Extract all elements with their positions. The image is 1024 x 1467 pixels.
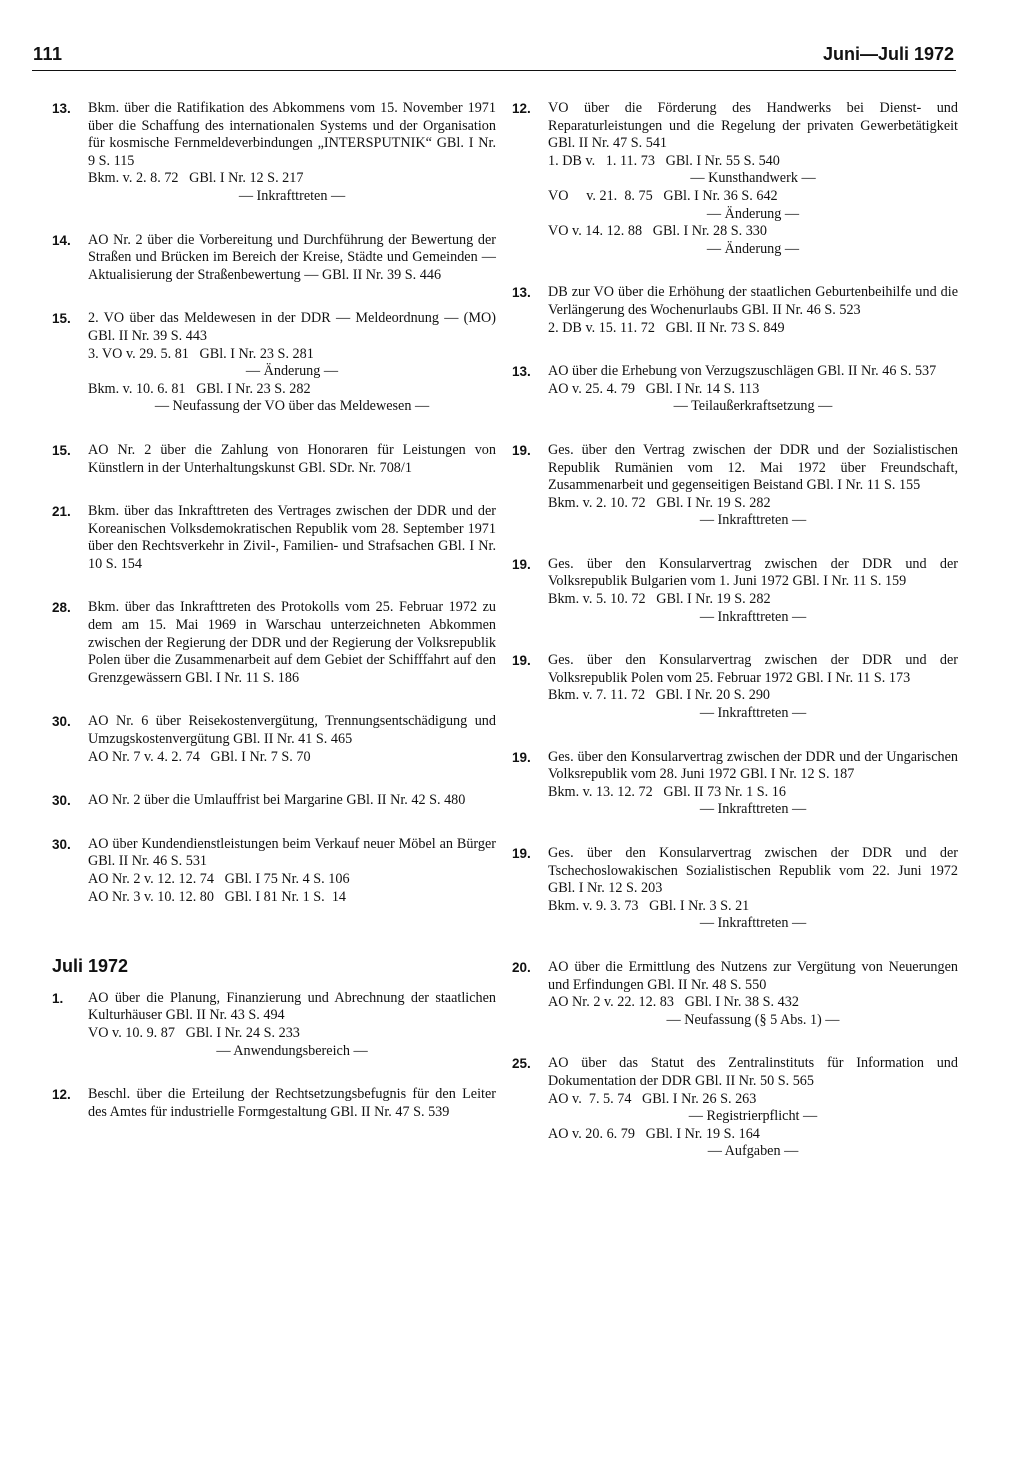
entry-note: — Anwendungsbereich — — [216, 1042, 368, 1059]
entry-note: — Inkrafttreten — — [699, 608, 807, 625]
entry-note: — Änderung — — [706, 205, 800, 222]
entry-note: — Änderung — — [245, 363, 339, 380]
entry-note: — Inkrafttreten — — [699, 801, 807, 818]
header-rule — [32, 70, 956, 71]
entry-note: — Inkrafttreten — — [699, 705, 807, 722]
entry — [52, 100, 496, 206]
entry-text — [88, 792, 496, 810]
left-column — [52, 100, 496, 1147]
entry — [52, 232, 496, 285]
entry-main: AO Nr. 2 über die Zahlung von Honoraren für Leistungen von Künstlern in der Unterhaltungskunst GBl. SDr. Nr. 708/1 — [88, 441, 496, 476]
entry-text — [88, 599, 496, 687]
entry-amendment: Bkm. v. 7. 11. 72 GBl. I Nr. 20 S. 290 — [548, 687, 771, 704]
entry-main: DB zur VO über die Erhöhung der staatlichen Geburtenbeihilfe und die Verlängerung des Wochenurlaubs GBl. II Nr. 46 S. 523 — [548, 284, 958, 318]
entry-text — [548, 556, 958, 626]
entry-text — [88, 990, 496, 1060]
entry-amendment: 1. DB v. 1. 11. 73 GBl. I Nr. 55 S. 540 — [548, 152, 780, 169]
entry-main: AO über Kundendienstleistungen beim Verkauf neuer Möbel an Bürger GBl. II Nr. 46 S. 531 — [88, 835, 496, 870]
entry-day: 30. — [52, 836, 71, 852]
entry-day: 15. — [52, 311, 71, 327]
entry-day: 19. — [512, 749, 531, 765]
entry-text — [548, 1055, 958, 1161]
entry-text — [88, 836, 496, 906]
entry-note: — Kunsthandwerk — — [690, 170, 816, 187]
entry-note: — Inkrafttreten — — [238, 187, 346, 204]
entry-text — [88, 1086, 496, 1121]
entry — [512, 959, 958, 1029]
entry-day: 21. — [52, 504, 71, 520]
entry — [52, 990, 496, 1060]
entry-main: AO über die Erhebung von Verzugszuschlägen GBl. II Nr. 46 S. 537 — [548, 363, 937, 380]
entry-main: VO über die Förderung des Handwerks bei Dienst- und Reparaturleistungen und die Regelung der privaten Gewerbetätigkeit GBl. II Nr. 47 S. 541 — [548, 100, 958, 152]
entry-main: AO über das Statut des Zentralinstituts für Information und Dokumentation der DDR GBl. II Nr. 50 S. 565 — [548, 1055, 958, 1089]
entry-day: 19. — [512, 442, 531, 458]
entry-note: — Inkrafttreten — — [699, 915, 807, 932]
entry — [512, 845, 958, 933]
entry — [512, 284, 958, 337]
entry-day: 12. — [52, 1087, 71, 1103]
entry-day: 20. — [512, 959, 531, 975]
entry-amendment: 2. DB v. 15. 11. 72 GBl. II Nr. 73 S. 849 — [548, 319, 785, 336]
entry-day: 13. — [512, 364, 531, 380]
entry-main: AO Nr. 6 über Reisekostenvergütung, Trennungsentschädigung und Umzugskostenvergütung GBl. II Nr. 41 S. 465 — [88, 713, 496, 748]
entry-day: 13. — [52, 101, 71, 116]
entry-main: Ges. über den Konsularvertrag zwischen der DDR und der Tschechoslowakischen Sozialistischen Republik vom 22. Juni 1972 GBl. I Nr. 12 S. 203 — [548, 845, 958, 897]
entry-amendment: Bkm. v. 2. 10. 72 GBl. I Nr. 19 S. 282 — [548, 494, 771, 511]
entry-note: — Neufassung der VO über das Meldewesen — — [154, 398, 430, 415]
entry — [512, 652, 958, 722]
entry-amendment: Bkm. v. 5. 10. 72 GBl. I Nr. 19 S. 282 — [548, 591, 771, 608]
entry-note: — Teilaußerkraftsetzung — — [673, 398, 833, 415]
entry-day: 12. — [512, 101, 531, 116]
entry-day: 14. — [52, 232, 71, 248]
entry — [52, 503, 496, 573]
entry — [512, 749, 958, 819]
entry-text — [548, 442, 958, 530]
right-entries — [512, 100, 958, 1161]
entry-amendment: Bkm. v. 9. 3. 73 GBl. I Nr. 3 S. 21 — [548, 897, 750, 914]
entry-main: Bkm. über das Inkrafttreten des Vertrages zwischen der DDR und der Koreanischen Volksdemokratischen Republik vom 28. September 1971 über den Rechtsverkehr in Zivil-, Familien- und Strafsachen GBl. I Nr. 10 S. 154 — [88, 503, 496, 572]
entry-main: Ges. über den Vertrag zwischen der DDR und der Sozialistischen Republik Rumänien vom 12. Mai 1972 über Freundschaft, Zusammenarbeit und gegenseitigen Beistand GBl. I Nr. 11 S. 155 — [548, 441, 958, 494]
entry — [512, 556, 958, 626]
entry-day: 15. — [52, 442, 71, 458]
entry-amendment: AO v. 7. 5. 74 GBl. I Nr. 26 S. 263 — [548, 1090, 757, 1107]
entry-amendment: Bkm. v. 10. 6. 81 GBl. I Nr. 23 S. 282 — [88, 380, 311, 397]
entry — [52, 310, 496, 416]
entry-main: Ges. über den Konsularvertrag zwischen der DDR und der Ungarischen Volksrepublik vom 28. Juni 1972 GBl. I Nr. 12 S. 187 — [548, 748, 958, 783]
entry-note: — Inkrafttreten — — [699, 512, 807, 529]
entry — [512, 1055, 958, 1161]
running-head: Juni—Juli 1972 — [822, 44, 954, 64]
entry-amendment: VO v. 14. 12. 88 GBl. I Nr. 28 S. 330 — [548, 223, 767, 240]
left-entries — [52, 100, 496, 906]
entry-main: Bkm. über die Ratifikation des Abkommens vom 15. November 1971 über die Schaffung des internationalen Systems und der Organisation für kosmische Fernmeldeverbindungen „INTERSPUTNIK“ GBl. I Nr. 9 S. 115 — [88, 100, 496, 169]
entry-note: — Änderung — — [706, 240, 800, 257]
entry-text — [88, 310, 496, 416]
entry-main: 2. VO über das Meldewesen in der DDR — Meldeordnung — (MO) GBl. II Nr. 39 S. 443 — [88, 310, 496, 344]
entry-text — [88, 442, 496, 477]
entry-text — [548, 652, 958, 722]
page-number: 111 — [33, 44, 63, 64]
entry-main: Ges. über den Konsularvertrag zwischen der DDR und der Volksrepublik Bulgarien vom 1. Juni 1972 GBl. I Nr. 11 S. 159 — [548, 555, 958, 590]
entry-day: 25. — [512, 1056, 531, 1072]
entry-text — [548, 845, 958, 933]
entry-text — [88, 713, 496, 766]
entry-main: AO über die Planung, Finanzierung und Abrechnung der staatlichen Kulturhäuser GBl. II Nr. 43 S. 494 — [88, 989, 496, 1024]
entry-text — [548, 284, 958, 337]
entry — [512, 442, 958, 530]
entry-note: — Registrierpflicht — — [688, 1108, 818, 1125]
entry-amendment: AO v. 20. 6. 79 GBl. I Nr. 19 S. 164 — [548, 1125, 760, 1142]
entry — [52, 1086, 496, 1121]
right-column — [512, 100, 958, 1187]
entry-day: 19. — [512, 653, 531, 669]
entry-main: Bkm. über das Inkrafttreten des Protokolls vom 25. Februar 1972 zu dem am 15. Mai 1969 in Warschau unterzeichneten Abkommen zwischen der Regierung der DDR und der Regierung der Volksrepublik Polen über die Zusammenarbeit auf dem Gebiet der Schifffahrt auf den Grenzgewässern GBl. I Nr. 11 S. 186 — [88, 599, 496, 686]
section-heading-july: Juli 1972 — [52, 956, 129, 977]
entry-day: 28. — [52, 600, 71, 616]
entry — [52, 713, 496, 766]
entry-main: AO Nr. 2 über die Umlauffrist bei Margarine GBl. II Nr. 42 S. 480 — [88, 792, 466, 809]
entry-text — [548, 363, 958, 416]
entry — [52, 836, 496, 906]
entry-amendment: AO Nr. 2 v. 12. 12. 74 GBl. I 75 Nr. 4 S. 106 — [88, 871, 350, 887]
entry — [512, 363, 958, 416]
entry-note: — Aufgaben — — [707, 1143, 799, 1160]
entry-amendment: AO v. 25. 4. 79 GBl. I Nr. 14 S. 113 — [548, 380, 760, 397]
entry-note: — Neufassung (§ 5 Abs. 1) — — [666, 1011, 840, 1028]
entry-main: AO über die Ermittlung des Nutzens zur Vergütung von Neuerungen und Erfindungen GBl. II Nr. 48 S. 550 — [548, 958, 958, 993]
entry-text — [88, 100, 496, 206]
entry-amendment: 3. VO v. 29. 5. 81 GBl. I Nr. 23 S. 281 — [88, 345, 314, 362]
entry-amendment: Bkm. v. 13. 12. 72 GBl. II 73 Nr. 1 S. 16 — [548, 783, 786, 800]
entry-day: 19. — [512, 846, 531, 861]
entry-amendment: AO Nr. 7 v. 4. 2. 74 GBl. I Nr. 7 S. 70 — [88, 748, 311, 765]
entry-text — [88, 503, 496, 573]
entry-text — [548, 959, 958, 1029]
entry-day: 13. — [512, 285, 531, 301]
entry-amendment: AO Nr. 3 v. 10. 12. 80 GBl. I 81 Nr. 1 S. 14 — [88, 888, 347, 905]
entry — [52, 442, 496, 477]
entry-day: 30. — [52, 793, 71, 809]
entry-main: AO Nr. 2 über die Vorbereitung und Durchführung der Bewertung der Straßen und Brücken im Bereich der Kreise, Städte und Gemeinden — Aktualisierung der Straßenbewertung — GBl. II Nr. 39 S. 446 — [88, 231, 496, 283]
entry-day: 19. — [512, 556, 531, 572]
entry-amendment: Bkm. v. 2. 8. 72 GBl. I Nr. 12 S. 217 — [88, 170, 304, 187]
entry-amendment: VO v. 10. 9. 87 GBl. I Nr. 24 S. 233 — [88, 1024, 300, 1041]
entry-day: 1. — [52, 990, 64, 1006]
entry-main: Beschl. über die Erteilung der Rechtsetzungsbefugnis für den Leiter des Amtes für industrielle Formgestaltung GBl. II Nr. 47 S. 539 — [88, 1086, 496, 1120]
entry-day: 30. — [52, 714, 71, 730]
entry — [52, 792, 496, 810]
entry — [52, 599, 496, 687]
july-entries — [52, 990, 496, 1122]
entry — [512, 100, 958, 258]
entry-text — [548, 100, 958, 258]
entry-amendment: AO Nr. 2 v. 22. 12. 83 GBl. I Nr. 38 S. 432 — [548, 994, 799, 1011]
entry-amendment: VO v. 21. 8. 75 GBl. I Nr. 36 S. 642 — [548, 187, 778, 204]
entry-text — [88, 232, 496, 285]
entry-text — [548, 749, 958, 819]
entry-main: Ges. über den Konsularvertrag zwischen der DDR und der Volksrepublik Polen vom 25. Februar 1972 GBl. I Nr. 11 S. 173 — [548, 652, 958, 686]
